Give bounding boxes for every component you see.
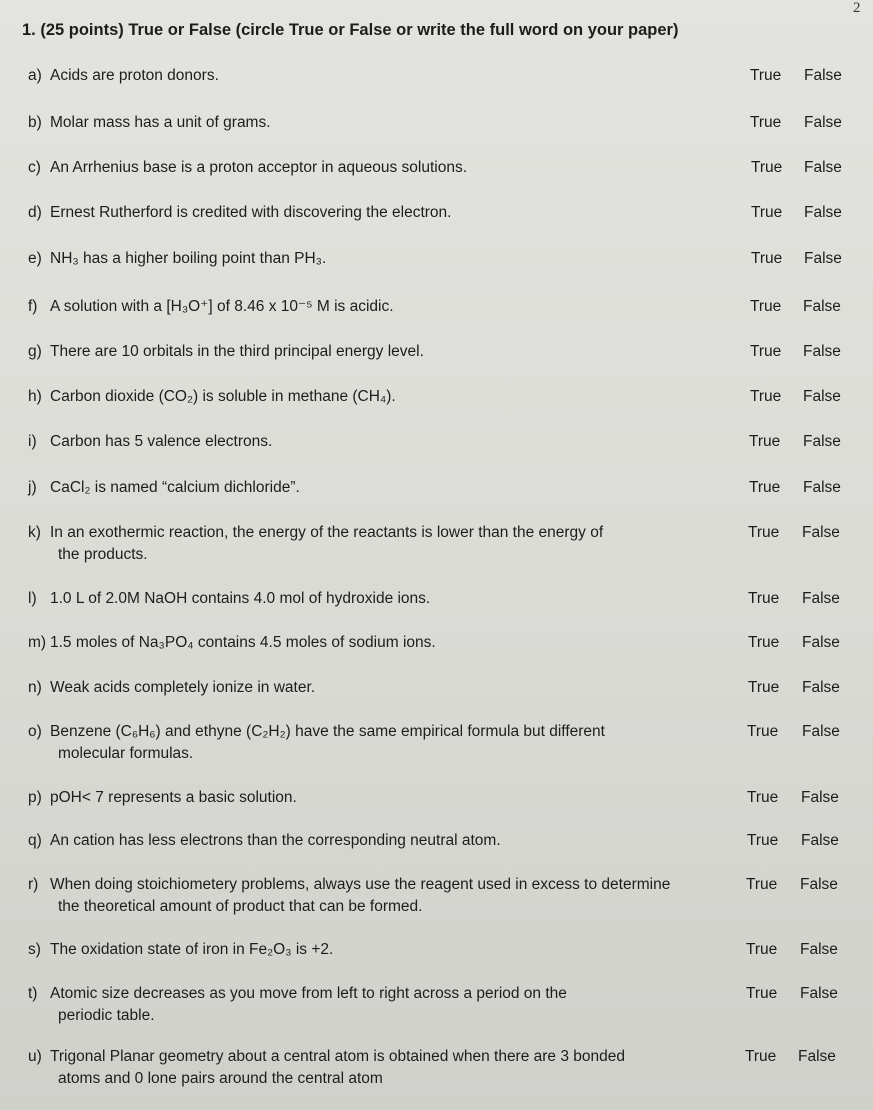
- question-u: [28, 1046, 723, 1090]
- question-q: [28, 830, 723, 852]
- true-option[interactable]: True: [748, 679, 780, 696]
- page-number: 2: [853, 0, 861, 16]
- question-s: [28, 939, 723, 961]
- question-letter: d): [28, 204, 42, 221]
- question-letter: o): [28, 723, 42, 740]
- true-option[interactable]: True: [749, 433, 781, 450]
- true-option[interactable]: True: [745, 1048, 777, 1065]
- false-option[interactable]: False: [802, 524, 840, 541]
- true-option[interactable]: True: [751, 204, 783, 221]
- true-option[interactable]: True: [748, 590, 780, 607]
- false-option[interactable]: False: [798, 1048, 836, 1065]
- question-r: [28, 874, 723, 918]
- false-option[interactable]: False: [802, 679, 840, 696]
- question-letter: u): [28, 1048, 42, 1065]
- false-option[interactable]: False: [802, 590, 840, 607]
- question-p: [28, 787, 723, 809]
- question-text: An Arrhenius base is a proton acceptor in aqueous solutions.: [50, 159, 468, 176]
- question-letter: g): [28, 343, 42, 360]
- question-text: The oxidation state of iron in Fe₂O₃ is +2.: [50, 941, 334, 958]
- question-l: [28, 588, 723, 610]
- question-text-continued: the theoretical amount of product that can be formed.: [58, 898, 423, 915]
- true-option[interactable]: True: [748, 524, 780, 541]
- question-letter: h): [28, 388, 42, 405]
- true-option[interactable]: True: [749, 479, 781, 496]
- false-option[interactable]: False: [804, 204, 842, 221]
- question-text: CaCl₂ is named “calcium dichloride”.: [50, 479, 300, 496]
- true-option[interactable]: True: [747, 832, 779, 849]
- question-letter: t): [28, 985, 38, 1002]
- question-text: Atomic size decreases as you move from left to right across a period on the: [50, 985, 567, 1002]
- true-option[interactable]: True: [747, 723, 779, 740]
- question-letter: r): [28, 876, 39, 893]
- question-text: Molar mass has a unit of grams.: [50, 114, 271, 131]
- true-option[interactable]: True: [750, 114, 782, 131]
- question-a: [28, 65, 723, 87]
- question-text: A solution with a [H₃O⁺] of 8.46 x 10⁻⁵ M is acidic.: [50, 298, 394, 315]
- question-letter: l): [28, 590, 37, 607]
- question-letter: e): [28, 250, 42, 267]
- question-letter: q): [28, 832, 42, 849]
- false-option[interactable]: False: [803, 479, 841, 496]
- false-option[interactable]: False: [804, 67, 842, 84]
- question-text: An cation has less electrons than the corresponding neutral atom.: [50, 832, 501, 849]
- false-option[interactable]: False: [804, 159, 842, 176]
- false-option[interactable]: False: [800, 941, 838, 958]
- true-option[interactable]: True: [750, 298, 782, 315]
- question-letter: i): [28, 433, 37, 450]
- true-option[interactable]: True: [747, 789, 779, 806]
- question-text: 1.0 L of 2.0M NaOH contains 4.0 mol of hydroxide ions.: [50, 590, 431, 607]
- question-letter: f): [28, 298, 38, 315]
- true-option[interactable]: True: [750, 67, 782, 84]
- true-option[interactable]: True: [751, 159, 783, 176]
- true-option[interactable]: True: [746, 941, 778, 958]
- page-title: 1. (25 points) True or False (circle True or False or write the full word on your paper): [22, 21, 679, 39]
- question-text: 1.5 moles of Na₃PO₄ contains 4.5 moles of sodium ions.: [50, 634, 436, 651]
- question-text-continued: molecular formulas.: [58, 745, 194, 762]
- false-option[interactable]: False: [801, 832, 839, 849]
- true-option[interactable]: True: [750, 343, 782, 360]
- question-n: [28, 677, 723, 699]
- question-text-continued: the products.: [58, 546, 148, 563]
- question-letter: j): [28, 479, 37, 496]
- question-text: When doing stoichiometery problems, always use the reagent used in excess to determine: [50, 876, 671, 893]
- question-g: [28, 341, 723, 363]
- question-letter: b): [28, 114, 42, 131]
- question-c: [28, 157, 723, 179]
- question-m: [28, 632, 723, 654]
- question-text: Weak acids completely ionize in water.: [50, 679, 316, 696]
- question-e: [28, 248, 723, 270]
- false-option[interactable]: False: [802, 634, 840, 651]
- question-text: Trigonal Planar geometry about a central atom is obtained when there are 3 bonded: [50, 1048, 626, 1065]
- question-text: In an exothermic reaction, the energy of the reactants is lower than the energy of: [50, 524, 604, 541]
- question-text: pOH< 7 represents a basic solution.: [50, 789, 297, 806]
- question-letter: k): [28, 524, 41, 541]
- true-option[interactable]: True: [750, 388, 782, 405]
- question-o: [28, 721, 723, 765]
- false-option[interactable]: False: [803, 298, 841, 315]
- question-letter: m): [28, 634, 47, 651]
- question-text: Ernest Rutherford is credited with discovering the electron.: [50, 204, 452, 221]
- false-option[interactable]: False: [803, 343, 841, 360]
- question-text-continued: atoms and 0 lone pairs around the central atom: [58, 1070, 383, 1087]
- question-text: Benzene (C₆H₆) and ethyne (C₂H₂) have the same empirical formula but different: [50, 723, 605, 740]
- false-option[interactable]: False: [804, 250, 842, 267]
- question-j: [28, 477, 723, 499]
- question-letter: c): [28, 159, 41, 176]
- question-k: [28, 522, 723, 566]
- question-d: [28, 202, 723, 224]
- true-option[interactable]: True: [746, 985, 778, 1002]
- false-option[interactable]: False: [801, 789, 839, 806]
- question-letter: n): [28, 679, 42, 696]
- question-text: There are 10 orbitals in the third principal energy level.: [50, 343, 424, 360]
- question-h: [28, 386, 723, 408]
- false-option[interactable]: False: [803, 433, 841, 450]
- question-text: Acids are proton donors.: [50, 67, 219, 84]
- question-f: [28, 296, 723, 318]
- question-t: [28, 983, 723, 1027]
- question-letter: p): [28, 789, 42, 806]
- false-option[interactable]: False: [802, 723, 840, 740]
- true-option[interactable]: True: [751, 250, 783, 267]
- false-option[interactable]: False: [803, 388, 841, 405]
- true-option[interactable]: True: [748, 634, 780, 651]
- question-letter: s): [28, 941, 41, 958]
- false-option[interactable]: False: [800, 985, 838, 1002]
- question-b: [28, 112, 723, 134]
- false-option[interactable]: False: [804, 114, 842, 131]
- question-letter: a): [28, 67, 42, 84]
- question-i: [28, 431, 723, 453]
- question-text: Carbon dioxide (CO₂) is soluble in methane (CH₄).: [50, 388, 396, 405]
- true-option[interactable]: True: [746, 876, 778, 893]
- question-text: NH₃ has a higher boiling point than PH₃.: [50, 250, 327, 267]
- question-text-continued: periodic table.: [58, 1007, 155, 1024]
- false-option[interactable]: False: [800, 876, 838, 893]
- question-text: Carbon has 5 valence electrons.: [50, 433, 273, 450]
